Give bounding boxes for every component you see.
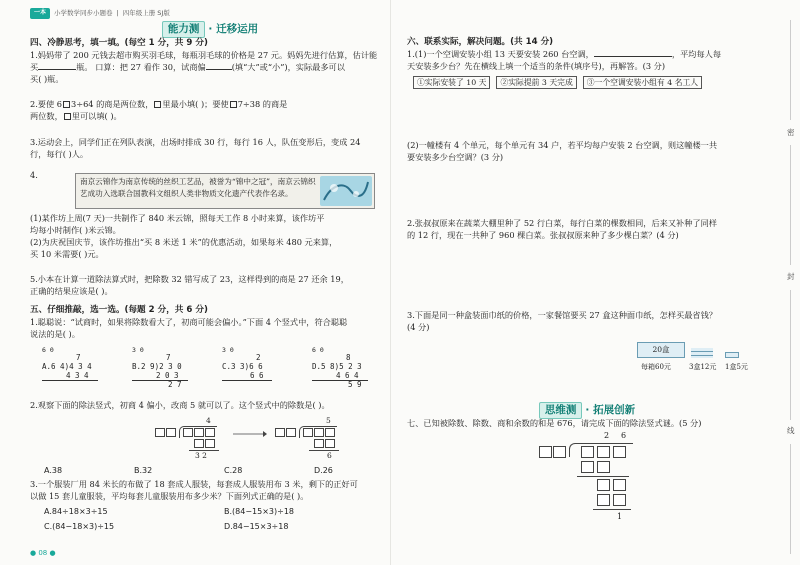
question-6-2 — [407, 218, 763, 242]
product-row: 6 6 — [222, 372, 272, 382]
section-six-title: 六、联系实际，解决问题。(共 14 分) — [407, 37, 554, 47]
condition-choices — [413, 76, 702, 89]
quotient-digit: 6 — [621, 431, 627, 440]
q-line: 买 10 米需要( )元。 — [30, 248, 104, 259]
q-text: 1.(1)一个空调安装小组 13 天要安装 260 台空调， — [407, 49, 594, 59]
question-5-2: 2.观察下面的除法竖式，初商 4 偏小，改商 5 就可以了。这个竖式中的除数是( )。 — [30, 400, 330, 410]
q-line — [30, 99, 390, 111]
option-c[interactable]: C.28 — [224, 466, 243, 475]
option-label: A. — [42, 362, 52, 372]
q-line: 要安装多少台空调？(3 分) — [407, 151, 504, 162]
question-4-3 — [30, 137, 390, 161]
question-6-3 — [407, 310, 763, 334]
q-line: 正确的结果应该是( )。 — [30, 285, 113, 296]
choice-1[interactable]: ①实际安装了 10 天 — [413, 76, 490, 89]
rule-line — [593, 509, 631, 510]
q-text: 里可以填( )。 — [71, 110, 122, 121]
seal-line — [790, 145, 791, 265]
q-line: 3.下面是同一种盒装面巾纸的价格，一家餐馆要买 27 盒这种面巾纸，怎样买最省钱？ — [407, 310, 717, 320]
q-line: 1.聪聪说：“试商时，如果将除数看大了，初商可能会偏小。”下面 4 个竖式中，符合聪聪 — [30, 317, 348, 327]
seal-char: 封 — [787, 272, 795, 281]
digit-box[interactable] — [194, 439, 204, 448]
divisor-digit-box[interactable] — [539, 446, 552, 458]
product-row: 2 0 3 — [132, 372, 188, 382]
q-line: 的 12 行，现在一共种了 960 棵白菜。张叔叔原来种了多少棵白菜？(4 分) — [407, 229, 679, 240]
option-b[interactable]: B.(84−15×3)÷18 — [224, 507, 295, 516]
q-line: 行，每行( )人。 — [30, 148, 89, 159]
q-text: 2.要使 6 — [30, 99, 62, 109]
page-fold-line — [390, 0, 391, 565]
quotient: 7 — [76, 353, 81, 363]
thinking-banner — [507, 402, 667, 419]
dividend-digit-box[interactable] — [597, 446, 610, 458]
question-6-1-part2 — [407, 140, 763, 164]
answer-blank[interactable] — [38, 69, 76, 70]
divisor-digit-box[interactable] — [553, 446, 566, 458]
question-4-4-number: 4. — [30, 170, 38, 180]
seal-line — [790, 444, 791, 554]
estimate: 6 0 — [42, 346, 54, 354]
pack-label: 20盒 — [652, 344, 670, 354]
digit-box[interactable] — [194, 428, 204, 437]
digit-box[interactable] — [166, 428, 176, 437]
option-d[interactable]: D.84−15×3÷18 — [224, 522, 289, 531]
banner-text: · 拓展创新 — [585, 404, 636, 416]
q-text: 瓶。 — [76, 61, 93, 72]
estimate: 3 0 — [132, 346, 144, 354]
digit-box[interactable] — [303, 428, 313, 437]
q-line: 5.小本在计算一道除法算式时，把除数 32 错写成了 23，这样得到的商是 27 还余 19， — [30, 274, 349, 284]
box-pack-3-icon — [691, 348, 713, 358]
digit-box[interactable] — [286, 428, 296, 437]
q-line: (1)某作坊上周(7 天)一共制作了 840 米云锦，照每天工作 8 小时来算，该作坊平 — [30, 213, 325, 223]
estimate: 3 0 — [222, 346, 234, 354]
partial-digit-box[interactable] — [613, 479, 626, 491]
option-label: D. — [312, 362, 322, 372]
page-number-text: 08 — [38, 549, 48, 557]
corrected-quotient: 5 — [326, 416, 331, 425]
option-label: B. — [132, 362, 142, 372]
option-a[interactable]: A.84÷18×3÷15 — [44, 507, 108, 516]
choice-2[interactable]: ②实际提前 3 天完成 — [496, 76, 576, 89]
option-b[interactable]: B.32 — [134, 466, 153, 475]
digit-box[interactable] — [205, 439, 215, 448]
price-three: 3盒12元 — [689, 363, 717, 371]
quotient: 8 — [346, 353, 351, 363]
option-a[interactable]: A.38 — [44, 466, 63, 475]
q-line: (2)为庆祝国庆节，该作坊推出“买 8 米送 1 米”的优惠活动，如果每米 480 元来算， — [30, 236, 338, 247]
q-line: 以做 15 套儿童服装，平均每套儿童服装用布多少米？下面列式正确的是( )。 — [30, 490, 309, 501]
section-four-title: 四、冷静思考，填一填。(每空 1 分，共 9 分) — [30, 38, 208, 48]
box-single-icon — [725, 352, 739, 358]
digit-box[interactable] — [314, 428, 324, 437]
digit-box[interactable] — [64, 113, 71, 120]
partial-digit-box[interactable] — [597, 479, 610, 491]
option-b-division[interactable] — [132, 347, 188, 390]
condition-blank[interactable] — [594, 56, 672, 57]
ability-banner — [125, 21, 295, 38]
quotient-digit: 2 — [604, 431, 610, 440]
option-d[interactable]: D.26 — [314, 466, 333, 475]
banner-chip: 能力测 — [162, 21, 206, 38]
digit-box[interactable] — [63, 101, 70, 108]
box-pack-20 — [637, 342, 685, 358]
initial-quotient: 4 — [206, 416, 211, 425]
grade-label: 四年级上册 SJ版 — [122, 8, 170, 17]
q-line: 2.张叔叔原来在蔬菜大棚里种了 52 行白菜，每行白菜的棵数相同，后来又补种了同样 — [407, 218, 717, 228]
q-text: 里最小填( )；要使 — [162, 99, 229, 109]
rule-line — [309, 450, 339, 451]
price-single: 1盒5元 — [725, 363, 748, 371]
section-seven-title: 七、已知被除数、除数、商和余数的和是 676，请完成下面的除法竖式谜。(5 分) — [407, 418, 702, 428]
product-row: 4 3 4 — [42, 372, 98, 382]
q-text: 口算：把 27 看作 30，试商偏 — [95, 61, 206, 72]
seal-char: 密 — [787, 128, 795, 137]
seal-line — [790, 20, 791, 120]
right-page — [407, 0, 763, 565]
corrected-remainder: 6 — [327, 451, 332, 460]
product-digit-box[interactable] — [613, 494, 626, 506]
question-4-1 — [30, 50, 390, 86]
q-line — [407, 49, 763, 61]
question-4-5 — [30, 274, 390, 298]
book-logo-badge: 一本 — [30, 8, 50, 19]
dividend-row: 6 4)4 3 4 — [51, 362, 92, 372]
q-line — [30, 111, 390, 123]
product-digit-box[interactable] — [597, 494, 610, 506]
price-case: 每箱60元 — [641, 363, 671, 371]
digit-box[interactable] — [275, 428, 285, 437]
tissue-price-figure — [637, 340, 763, 374]
page-number: ● 08 ● — [30, 549, 56, 557]
option-label: C. — [222, 362, 232, 372]
choice-3[interactable]: ③一个空调安装小组有 4 名工人 — [583, 76, 702, 89]
digit-box[interactable] — [325, 428, 335, 437]
q-line: 说法的是( )。 — [30, 328, 80, 339]
quotient: 7 — [166, 353, 171, 363]
dividend-row: 3 3)6 6 — [231, 362, 263, 372]
page-header: 一本 小学数学同步小题卷 | 四年级上册 SJ版 — [30, 8, 170, 19]
rule-line — [577, 476, 629, 477]
seal-line — [790, 290, 791, 420]
q-text: 7÷38 的商是 — [237, 99, 288, 109]
option-c-division[interactable] — [222, 347, 272, 381]
seal-char: 线 — [787, 426, 795, 435]
option-d-division[interactable] — [312, 347, 368, 390]
banner-text: · 迁移运用 — [208, 23, 259, 35]
question-5-3 — [30, 479, 390, 503]
digit-box[interactable] — [314, 439, 324, 448]
digit-box[interactable] — [325, 439, 335, 448]
q-line: (4 分) — [407, 321, 430, 332]
digit-box[interactable] — [230, 101, 237, 108]
remainder: 5 9 — [348, 380, 362, 390]
digit-box[interactable] — [183, 428, 193, 437]
product-digit-box[interactable] — [597, 461, 610, 473]
question-6-1 — [407, 49, 763, 73]
q-text: 两位数， — [30, 110, 63, 121]
digit-box[interactable] — [155, 428, 165, 437]
arrow-right-icon — [233, 430, 267, 438]
q-line: (2)一幢楼有 4 个单元，每个单元有 34 户，若平均每户安装 2 台空调，则这幢楼一共 — [407, 140, 718, 150]
answer-blank[interactable] — [206, 69, 232, 70]
q-line: 买( )瓶。 — [30, 73, 64, 84]
question-4-2 — [30, 99, 390, 123]
yunjin-picture-icon — [320, 176, 372, 206]
box-division-figure — [155, 414, 375, 464]
banner-chip: 思维测 — [539, 402, 583, 419]
dividend-digit-box[interactable] — [581, 446, 594, 458]
initial-remainder: 3 2 — [195, 451, 207, 460]
q-text: 买 — [30, 61, 39, 72]
remainder: 1 — [617, 512, 623, 521]
book-title: 小学数学同步小题卷 — [54, 8, 113, 17]
section-five-title: 五、仔细推敲，选一选。(每题 2 分，共 6 分) — [30, 305, 208, 315]
dividend-digit-box[interactable] — [613, 446, 626, 458]
q-line: 3.运动会上，同学们正在列队表演，出场时排成 30 行，每行 16 人，队伍变形后，变成 24 — [30, 137, 361, 147]
option-a-division[interactable] — [42, 347, 98, 381]
dividend-row: 2 9)2 3 0 — [141, 362, 182, 372]
q-text: (填“大”或“小”)，实际最多可以 — [231, 61, 345, 72]
q-line: 3.一个服装厂用 84 米长的布做了 18 套成人服装，每套成人服装用布 3 米，剩下的正好可 — [30, 479, 358, 489]
option-c[interactable]: C.(84−18×3)÷15 — [44, 522, 115, 531]
product-digit-box[interactable] — [581, 461, 594, 473]
q-line — [30, 62, 390, 74]
digit-box[interactable] — [154, 101, 161, 108]
left-page — [30, 0, 390, 565]
q-line: 天安装多少台？先在横线上填一个适当的条件(填序号)，再解答。(3 分) — [407, 60, 666, 71]
q-text: 3÷64 的商是两位数， — [71, 99, 154, 109]
question-5-1 — [30, 317, 390, 341]
dividend-row: 5 8)5 2 3 — [321, 362, 362, 372]
product-row: 4 6 4 — [312, 372, 368, 382]
illustration-caption: 南京云锦作为南京传统的丝织工艺品，被誉为“锦中之冠”，南京云锦织艺成功入选联合国教科文组织人类非物质文化遗产代表作名录。 — [80, 177, 316, 198]
division-puzzle — [537, 430, 647, 534]
q-line: 均每小时制作( )米云锦。 — [30, 224, 121, 235]
question-4-4-sub — [30, 213, 390, 261]
q-text: ，平均每人每 — [671, 49, 722, 59]
quotient: 2 — [256, 353, 261, 363]
yunjin-illustration-box — [75, 173, 375, 209]
q-line: 1.妈妈带了 200 元钱去超市购买羽毛球，每瓶羽毛球的价格是 27 元。妈妈先进行估算，估计能 — [30, 50, 378, 60]
digit-box[interactable] — [205, 428, 215, 437]
remainder: 2 7 — [168, 380, 182, 390]
estimate: 6 0 — [312, 346, 324, 354]
